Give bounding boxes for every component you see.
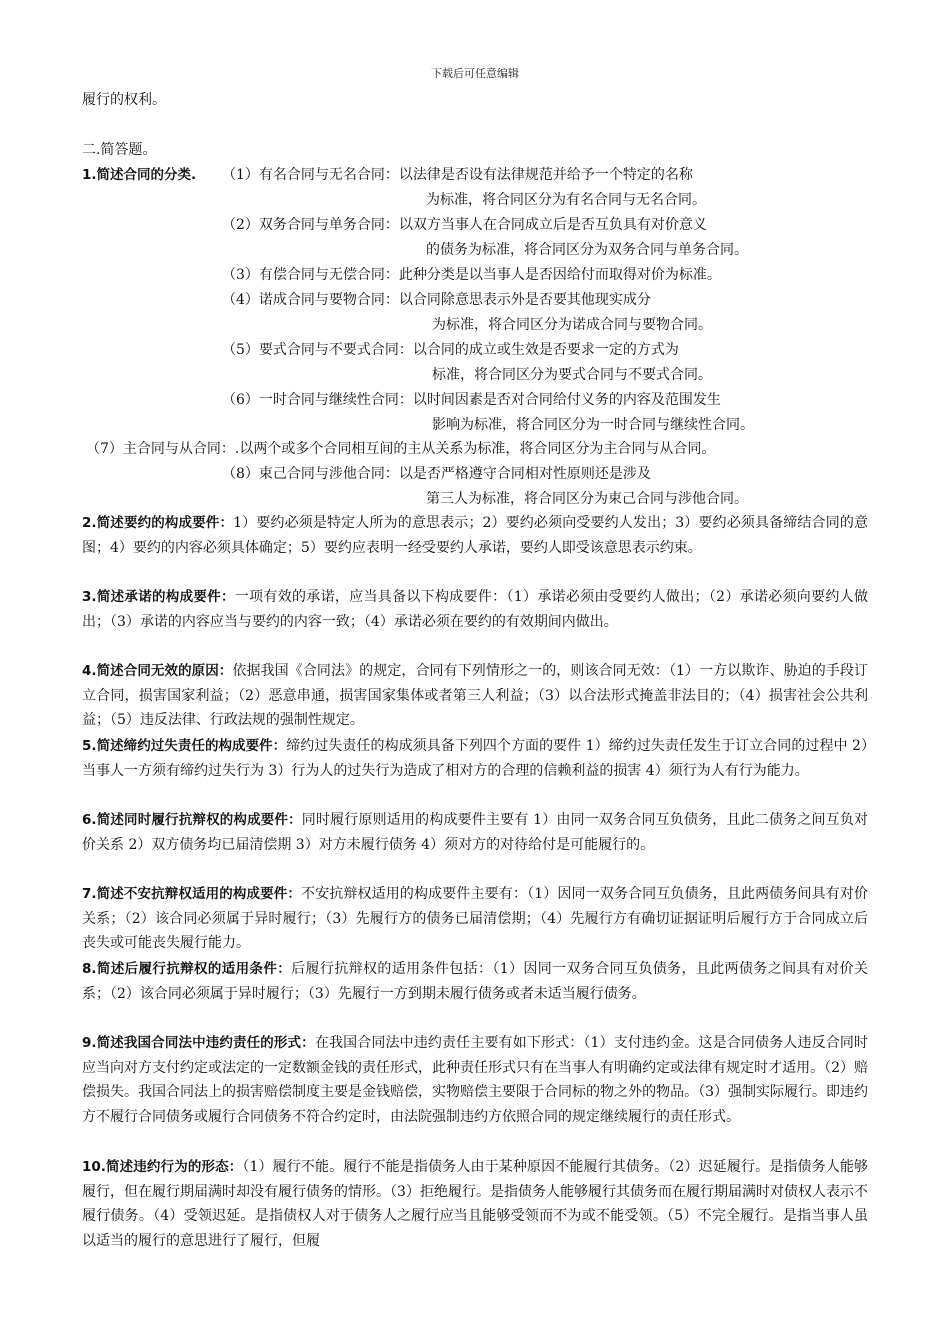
q1-item-1-cont: 为标准，将合同区分为有名合同与无名合同。 [426,192,706,208]
q3-paragraph: 3.简述承诺的构成要件：一项有效的承诺，应当具备以下构成要件：（1）承诺必须由受要约人做出；（2）承诺必须向要约人做出；（3）承诺的内容应当与要约的内容一致；（4）承诺必须在要约的有效期间内做出。 [82,589,868,630]
q1-item-6: （6）一时合同与继续性合同：以时间因素是否对合同给付义务的内容及范围发生 [222,392,721,408]
q1-item-7: （7）主合同与从合同：.以两个或多个合同相互间的主从关系为标准，将合同区分为主合同与从合同。 [86,441,716,457]
q1-item-5-cont: 标准，将合同区分为要式合同与不要式合同。 [432,367,712,383]
q6-paragraph: 6.简述同时履行抗辩权的构成要件：同时履行原则适用的构成要件主要有 1）由同一双务合同互负债务，且此二债务之间互负对价关系 2）双方债务均已届清偿期 3）对方未履行债务 4）须对方的对待给付是可能履行的。 [82,812,869,853]
q7-paragraph: 7.简述不安抗辩权适用的构成要件：不安抗辩权适用的构成要件主要有：（1）因同一双务合同互负债务，且此两债务间具有对价关系；（2）该合同必须属于异时履行；（3）先履行方的债务已届清偿期；（4）先履行方有确切证据证明后履行方于合同成立后丧失或可能丧失履行能力。 [82,886,868,951]
page-header: 下载后可任意编辑 [431,67,519,80]
q1-item-5: （5）要式合同与不要式合同：以合同的成立或生效是否要求一定的方式为 [222,342,679,358]
q1-item-1: （1）有名合同与无名合同：以法律是否设有法律规范并给予一个特定的名称 [222,167,693,183]
q8-paragraph: 8.简述后履行抗辩权的适用条件：后履行抗辩权的适用条件包括：（1）因同一双务合同互负债务，且此两债务之间具有对价关系；（2）该合同必须属于异时履行；（3）先履行一方到期未履行债务或者未适当履行债务。 [82,961,869,1002]
q2-paragraph: 2.简述要约的构成要件：1）要约必须是特定人所为的意思表示；2）要约必须向受要约人发出；3）要约必须具备缔结合同的意图；4）要约的内容必须具体确定；5）要约应表明一经受要约人承诺，要约人即受该意思表示约束。 [82,515,868,556]
intro-line: 履行的权利。 [82,92,166,108]
q1-item-8: （8）束己合同与涉他合同：以是否严格遵守合同相对性原则还是涉及 [222,466,651,482]
q1-item-2-cont: 的债务为标准，将合同区分为双务合同与单务合同。 [426,242,748,258]
q10-paragraph: 10.简述违约行为的形态：（1）履行不能。履行不能是指债务人由于某种原因不能履行其债务。（2）迟延履行。是指债务人能够履行，但在履行期届满时却没有履行债务的情形。（3）拒绝履行。是指债务人能够履行其债务而在履行期届满时对债权人表示不履行债务。（4）受领迟延。是指债权人对于债务人之履行应当且能够受领而不为或不能受领。（5）不完全履行。是指当事人虽以适当的履行的意思进行了履行，但履 [82,1159,868,1249]
q5-paragraph: 5.简述缔约过失责任的构成要件：缔约过失责任的构成须具备下列四个方面的要件 1）缔约过失责任发生于订立合同的过程中 2）当事人一方须有缔约过失行为 3）行为人的过失行为造成了相对方的合理的信赖利益的损害 4）须行为人有行为能力。 [82,738,868,779]
q9-paragraph: 9.简述我国合同法中违约责任的形式：在我国合同法中违约责任主要有如下形式：（1）支付违约金。这是合同债务人违反合同时应当向对方支付约定或法定的一定数额金钱的责任形式，此种责任形式只有在当事人有明确约定或法律有规定时才适用。（2）赔偿损失。我国合同法上的损害赔偿制度主要是金钱赔偿，实物赔偿主要限于合同标的物之外的物品。（3）强制实际履行。即违约方不履行合同债务或履行合同债务不符合约定时，由法院强制违约方依照合同的规定继续履行的责任形式。 [82,1035,868,1125]
q1-item-6-cont: 影响为标准，将合同区分为一时合同与继续性合同。 [432,417,754,433]
q4-paragraph: 4.简述合同无效的原因：依据我国《合同法》的规定，合同有下列情形之一的，则该合同无效：（1）一方以欺诈、胁迫的手段订立合同，损害国家利益；（2）恶意串通，损害国家集体或者第三人利益；（3）以合法形式掩盖非法目的；（4）损害社会公共利益；（5）违反法律、行政法规的强制性规定。 [82,663,868,728]
q1-item-8-cont: 第三人为标准，将合同区分为束己合同与涉他合同。 [426,491,748,507]
q1-item-3: （3）有偿合同与无偿合同：此种分类是以当事人是否因给付而取得对价为标准。 [222,267,721,283]
q1-item-4-cont: 为标准，将合同区分为诺成合同与要物合同。 [432,317,712,333]
q1-item-2: （2）双务合同与单务合同：以双方当事人在合同成立后是否互负具有对价意义 [222,217,707,233]
section-title: 二.简答题。 [82,142,157,158]
q1-item-4: （4）诺成合同与要物合同：以合同除意思表示外是否要其他现实成分 [222,292,651,308]
q1-title: 1.简述合同的分类. [82,167,197,183]
